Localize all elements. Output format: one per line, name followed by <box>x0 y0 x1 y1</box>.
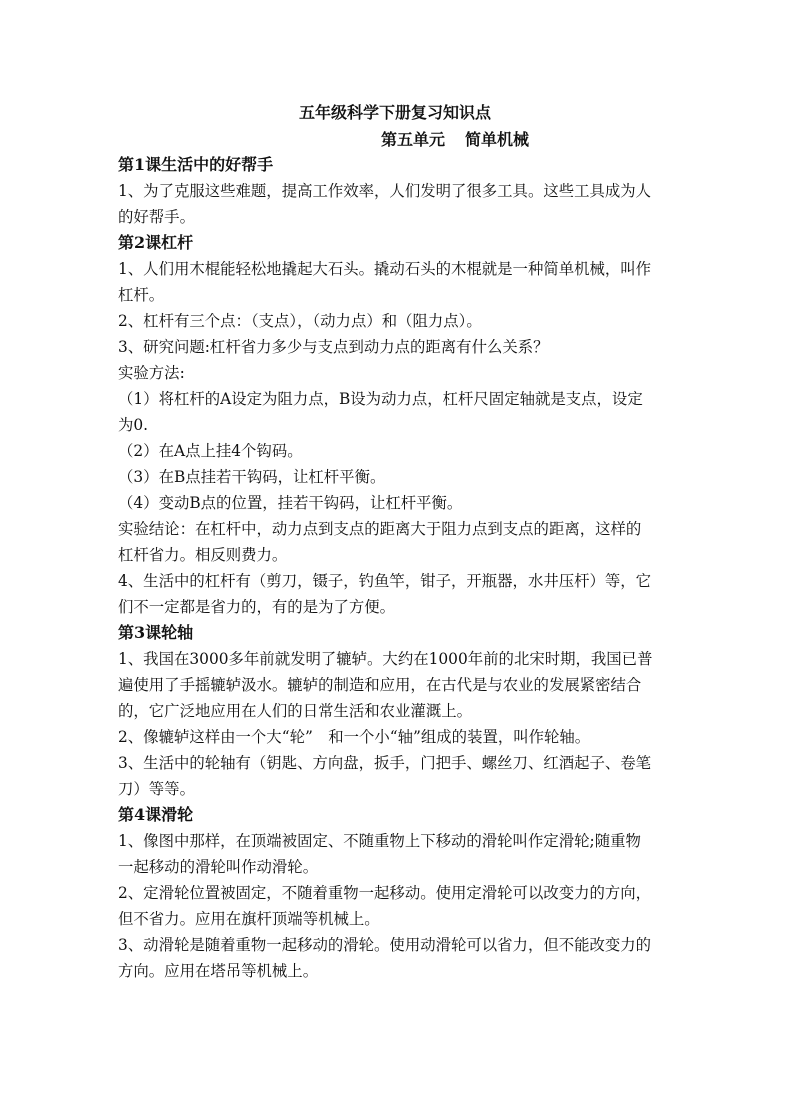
text-line: 杠杆。 <box>118 286 165 304</box>
text-line: 遍使用了手摇辘轳汲水。辘轳的制造和应用，在古代是与农业的发展紧密结合 <box>118 676 642 694</box>
text-line: 实验结论：在杠杆中，动力点到支点的距离大于阻力点到支点的距离，这样的 <box>118 520 642 538</box>
text-line: 刀）等等。 <box>118 780 195 798</box>
text-line: （2）在A点上挂4个钩码。 <box>118 442 303 460</box>
text-line: 一起移动的滑轮叫作动滑轮。 <box>118 858 319 876</box>
unit-heading <box>0 127 790 153</box>
text-line: 3、研究问题:杠杆省力多少与支点到动力点的距离有什么关系？ <box>118 338 549 356</box>
text-line: （3）在B点挂若干钩码，让杠杆平衡。 <box>118 468 386 486</box>
document-body <box>118 152 678 984</box>
text-line: 2、杠杆有三个点：（支点），（动力点）和（阻力点）。 <box>118 312 482 330</box>
text-line: （4）变动B点的位置，挂若干钩码，让杠杆平衡。 <box>118 494 463 512</box>
document-title: 五年级科学下册复习知识点 <box>298 103 491 122</box>
text-line: 1、人们用木棍能轻松地撬起大石头。撬动石头的木棍就是一种简单机械，叫作 <box>118 260 652 278</box>
text-line: 的，它广泛地应用在人们的日常生活和农业灌溉上。 <box>118 702 472 720</box>
unit-number: 第五单元 <box>380 130 445 149</box>
text-line: 实验方法: <box>118 364 185 382</box>
text-line: 们不一定都是省力的，有的是为了方便。 <box>118 598 396 616</box>
text-line: 3、动滑轮是随着重物一起移动的滑轮。使用动滑轮可以省力，但不能改变力的 <box>118 936 652 954</box>
text-line: 杠杆省力。相反则费力。 <box>118 546 288 564</box>
lesson-heading: 第3课轮轴 <box>118 623 194 642</box>
text-line: 3、生活中的轮轴有（钥匙、方向盘，扳手，门把手、螺丝刀、红酒起子、卷笔 <box>118 754 652 772</box>
lesson-heading: 第2课杠杆 <box>118 233 194 252</box>
text-line: 2、定滑轮位置被固定，不随着重物一起移动。使用定滑轮可以改变力的方向， <box>118 884 652 902</box>
text-line: 的好帮手。 <box>118 208 195 226</box>
text-line: （1）将杠杆的A设定为阻力点，B设为动力点，杠杆尺固定轴就是支点，设定 <box>118 390 643 408</box>
text-line: 1、像图中那样，在顶端被固定、不随重物上下移动的滑轮叫作定滑轮;随重物 <box>118 832 641 850</box>
lesson-heading: 第4课滑轮 <box>118 805 194 824</box>
text-line: 方向。应用在塔吊等机械上。 <box>118 962 319 980</box>
text-line: 但不省力。应用在旗杆顶端等机械上。 <box>118 910 380 928</box>
text-line: 4、生活中的杠杆有（剪刀，镊子，钓鱼竿，钳子，开瓶器，水井压杆）等，它 <box>118 572 652 590</box>
text-line: 为0. <box>118 416 149 434</box>
text-line: 1、我国在3000多年前就发明了辘轳。大约在1000年前的北宋时期，我国已普 <box>118 650 653 668</box>
text-line: 2、像辘轳这样由一个大“轮” 和一个小“轴”组成的装置，叫作轮轴。 <box>118 728 591 746</box>
text-line: 1、为了克服这些难题，提高工作效率，人们发明了很多工具。这些工具成为人 <box>118 182 652 200</box>
lesson-heading: 第1课生活中的好帮手 <box>118 155 274 174</box>
unit-name: 简单机械 <box>465 130 530 149</box>
